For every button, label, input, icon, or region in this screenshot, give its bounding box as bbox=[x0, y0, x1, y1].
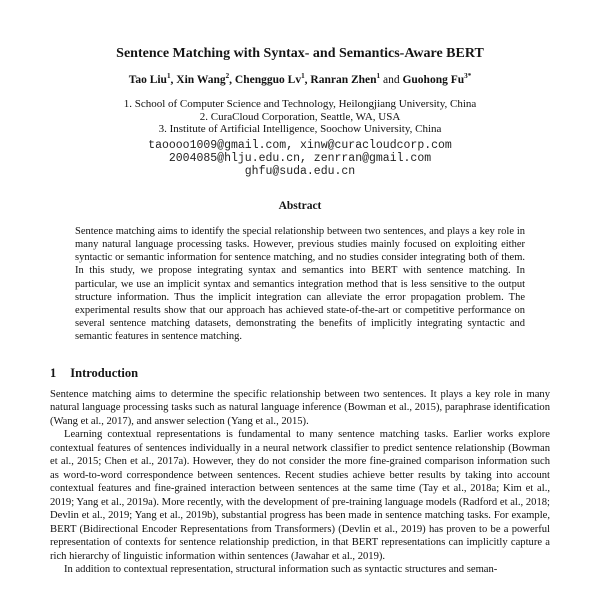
paper-title: Sentence Matching with Syntax- and Semantics-Aware BERT bbox=[116, 46, 484, 61]
abstract-text: Sentence matching aims to identify the special relationship between two sentences, and plays a key role in many natural language processing tasks. However, previous studies mainly focused on exploiting either syntactic or semantic information for sentence matching, and no studies consider integrating both of them. In this study, we propose integrating syntax and semantics into BERT with sentence matching. In particular, we use an implicit syntax and semantics integration method that is less sensitive to the output structure information. Thus the implicit integration can alleviate the error propagation problem. The experimental results show that our approach has achieved state-of-the-art or competitive performance on several sentence matching datasets, demonstrating the benefits of implicitly integrating syntactic and semantic features in sentence matching. bbox=[75, 225, 525, 343]
author-name: Chengguo Lv$^1$ bbox=[234, 72, 305, 86]
author-name: Guohong $Fu^{3*}$ bbox=[402, 72, 472, 86]
affiliation-block bbox=[0, 98, 600, 136]
author-name: Tao Liu$^1$ bbox=[128, 72, 171, 86]
author-name: Xin Wang$^2$ bbox=[176, 72, 230, 86]
author-separator: , bbox=[304, 74, 311, 86]
author-affiliation-marker: 1 bbox=[301, 72, 305, 81]
author-name: Ranran Zhen$^1$ bbox=[310, 72, 381, 86]
body-paragraph: Learning contextual representations is fundamental to many sentence matching tasks. Earlier works explore contextual features of sentences individually in a neural network classifier to predict sentence relationship (Bowman et al., 2015; Chen et al., 2017a). However, they do not consider the more fine-grained comparison information such as word-to-word correspondence between sentences. Recent studies achieve better results by taking into account contextual features and fine-grained interaction between sentences at the same time (Tay et al., 2018a; Kim et al., 2019; Yang et al., 2019a). More recently, with the development of pre-training language models (Radford et al., 2018; Devlin et al., 2019; Yang et al., 2019b), substantial progress has been made in sentence matching tasks. For example, BERT (Bidirectional Encoder Representations from Transformers) (Devlin et al., 2019) has proven to be a powerful representation of contexts for sentence relationship prediction, in that BERT representations can implicitly capture a rich hierarchy of linguistic information within sentences (Jawahar et al., 2019). bbox=[50, 429, 550, 562]
affiliation-line: 1. School of Computer Science and Technology, Heilongjiang University, China bbox=[123, 98, 477, 110]
author-affiliation-marker: 1 bbox=[166, 72, 171, 81]
body-paragraph: In addition to contextual representation, structural information such as syntactic structures and seman- bbox=[64, 564, 498, 576]
author-separator: , bbox=[229, 74, 235, 86]
section-heading bbox=[50, 366, 550, 380]
email-line: taoooo1009@gmail.com, xinw@curacloudcorp.com bbox=[148, 138, 452, 152]
affiliation-line: 3. Institute of Artificial Intelligence, Soochow University, China bbox=[158, 123, 442, 136]
body-paragraph: Sentence matching aims to determine the specific relationship between two sentences. It plays a key role in many natural language processing tasks such as natural language inference (Bowman et al., 2015), paraphrase identification (Wang et al., 2017), and answer selection (Yang et al., 2015). bbox=[50, 388, 550, 427]
email-block bbox=[0, 139, 600, 178]
abstract-heading: Abstract bbox=[278, 199, 322, 212]
email-line: 2004085@hlju.edu.cn, zenrran@gmail.com bbox=[168, 151, 432, 165]
affiliation-line: 2. CuraCloud Corporation, Seattle, WA, USA bbox=[199, 110, 401, 123]
author-affiliation-marker: 1 bbox=[376, 72, 381, 81]
author-separator: , bbox=[170, 74, 177, 86]
author-affiliation-marker: 3* bbox=[464, 72, 472, 81]
section-body bbox=[50, 388, 550, 577]
email-line: ghfu@suda.edu.cn bbox=[244, 164, 356, 178]
author-line bbox=[0, 74, 600, 87]
author-separator: and bbox=[380, 74, 403, 86]
author-affiliation-marker: 2 bbox=[225, 72, 230, 81]
section-number: 1 bbox=[50, 365, 57, 380]
section-title: Introduction bbox=[70, 365, 139, 380]
